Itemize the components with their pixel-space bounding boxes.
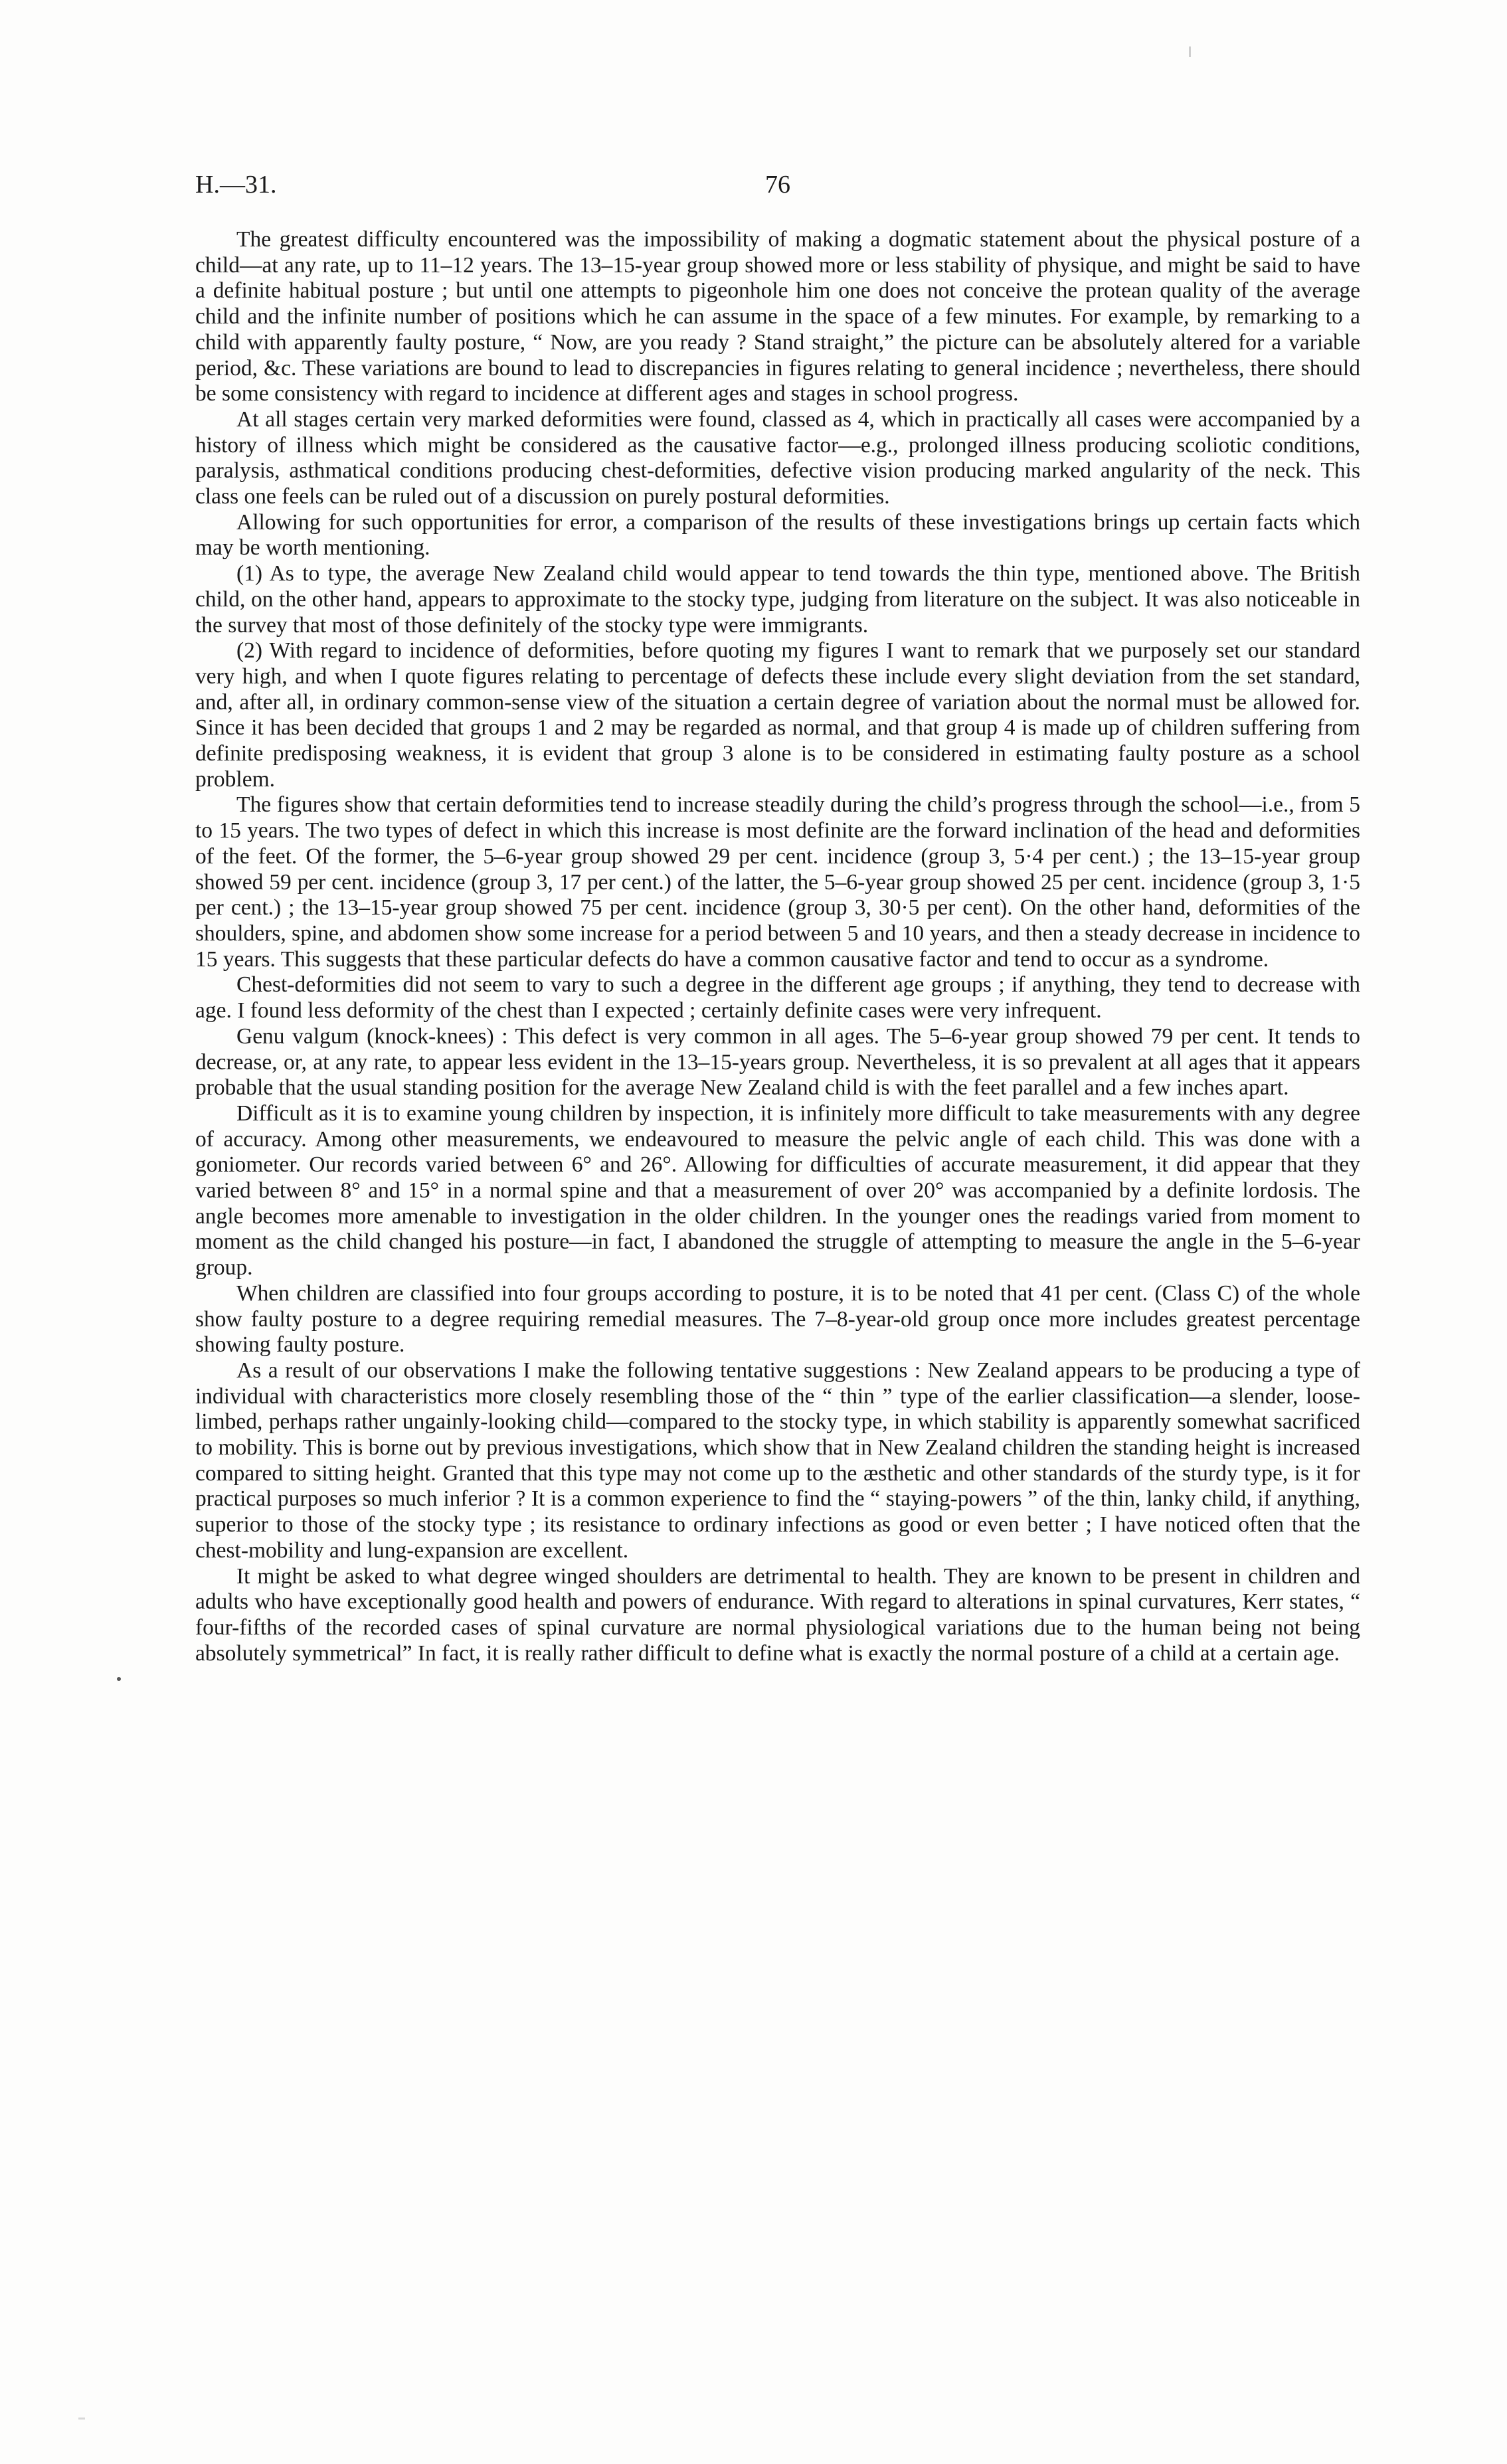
paragraph-posture-difficulty: The greatest difficulty encountered was the impossibility of making a dogmatic statement about the physical posture of a child—at any rate, up to 11–12 years. The 13–15-year group showed more or less stability of physique, and might be said to have a definite habitual posture ; but until one attempts to pigeonhole him one does not conceive the protean quality of the average child and the infinite number of positions which he can assume in the space of a few minutes. For example, by remarking to a child with apparently faulty posture, “ Now, are you ready ? Stand straight,” the picture can be absolutely altered for a variable period, &c. These variations are bound to lead to discrepancies in figures relating to general incidence ; nevertheless, there should be some consistency with regard to incidence at different ages and stages in school progress.	[195, 227, 1360, 406]
paragraph-chest-deformities: Chest-deformities did not seem to vary to such a degree in the different age groups ; if anything, they tend to decrease with age. I found less deformity of the chest than I expected ; certainly definite cases were very infrequent.	[195, 972, 1360, 1023]
paragraph-type: (1) As to type, the average New Zealand child would appear to tend towards the thin type, mentioned above. The British child, on the other hand, appears to approximate to the stocky type, judging from literature on the subject. It was also noticeable in the survey that most of those definitely of the stocky type were immigrants.	[195, 561, 1360, 638]
paragraph-genu-valgum: Genu valgum (knock-knees) : This defect is very common in all ages. The 5–6-year group showed 79 per cent. It tends to decrease, or, at any rate, to appear less evident in the 13–15-years group. Nevertheless, it is so prevalent at all ages that it appears probable that the usual standing position for the average New Zealand child is with the feet parallel and a few inches apart.	[195, 1023, 1360, 1100]
paragraph-classification: When children are classified into four groups according to posture, it is to be noted that 41 per cent. (Class C) of the whole show faulty posture to a degree requiring remedial measures. The 7–8-year-old group once more includes greatest percentage showing faulty posture.	[195, 1280, 1360, 1358]
paragraph-allowing-for-error: Allowing for such opportunities for error, a comparison of the results of these investigations brings up certain facts which may be worth mentioning.	[195, 509, 1360, 561]
document-id: H.—31.	[195, 171, 277, 199]
paragraph-winged-shoulders: It might be asked to what degree winged shoulders are detrimental to health. They are known to be present in children and adults who have exceptionally good health and powers of endurance. With regard to alterations in spinal curvatures, Kerr states, “ four-fifths of the recorded cases of spinal curvature are normal physiological variations due to the human being not being absolutely symmetrical” In fact, it is really rather difficult to define what is exactly the normal posture of a child at a certain age.	[195, 1563, 1360, 1666]
paragraph-marked-deformities: At all stages certain very marked deformities were found, classed as 4, which in practically all cases were accompanied by a history of illness which might be considered as the causative factor—e.g., prolonged illness producing scoliotic conditions, paralysis, asthmatical conditions producing chest-deformities, defective vision producing marked angularity of the neck. This class one feels can be ruled out of a discussion on purely postural deformities.	[195, 406, 1360, 509]
margin-dot	[117, 1677, 121, 1681]
page-number: 76	[765, 171, 790, 199]
paragraph-figures: The figures show that certain deformities tend to increase steadily during the child’s progress through the school—i.e., from 5 to 15 years. The two types of defect in which this increase is most definite are the forward inclination of the head and deformities of the feet. Of the former, the 5–6-year group showed 29 per cent. incidence (group 3, 5·4 per cent.) ; the 13–15-year group showed 59 per cent. incidence (group 3, 17 per cent.) of the latter, the 5–6-year group showed 25 per cent. incidence (group 3, 1·5 per cent.) ; the 13–15-year group showed 75 per cent. incidence (group 3, 30·5 per cent). On the other hand, deformities of the shoulders, spine, and abdomen show some increase for a period between 5 and 10 years, and then a steady decrease in incidence to 15 years. This suggests that these particular defects do have a common causative factor and tend to occur as a syndrome.	[195, 792, 1360, 972]
paragraph-measurements: Difficult as it is to examine young children by inspection, it is infinitely more difficult to take measurements with any degree of accuracy. Among other measurements, we endeavoured to measure the pelvic angle of each child. This was done with a goniometer. Our records varied between 6° and 26°. Allowing for difficulties of accurate measurement, it did appear that they varied between 8° and 15° in a normal spine and that a measurement of over 20° was accompanied by a definite lordosis. The angle becomes more amenable to investigation in the older children. In the younger ones the readings varied from moment to moment as the child changed his posture—in fact, I abandoned the struggle of attempting to measure the angle in the 5–6-year group.	[195, 1100, 1360, 1280]
paragraph-suggestions: As a result of our observations I make the following tentative suggestions : New Zealand appears to be producing a type of individual with characteristics more closely resembling those of the “ thin ” type of the earlier classification—a slender, loose-limbed, perhaps rather ungainly-looking child—compared to the stocky type, in which stability is apparently somewhat sacrificed to mobility. This is borne out by previous investigations, which show that in New Zealand children the standing height is increased compared to sitting height. Granted that this type may not come up to the æsthetic and other standards of the sturdy type, is it for practical purposes so much inferior ? It is a common experience to find the “ staying-powers ” of the thin, lanky child, if anything, superior to those of the stocky type ; its resistance to ordinary infections as good or even better ; I have noticed often that the chest-mobility and lung-expansion are excellent.	[195, 1358, 1360, 1563]
page-header	[195, 165, 1360, 205]
scan-speck	[1189, 46, 1191, 57]
scan-speck-bottom	[78, 2418, 85, 2420]
paragraph-incidence: (2) With regard to incidence of deformities, before quoting my figures I want to remark that we purposely set our standard very high, and when I quote figures relating to percentage of defects these include every slight deviation from the set standard, and, after all, in ordinary common-sense view of the situation a certain degree of variation about the normal must be allowed for. Since it has been decided that groups 1 and 2 may be regarded as normal, and that group 4 is made up of children suffering from definite predisposing weakness, it is evident that group 3 alone is to be considered in estimating faulty posture as a school problem.	[195, 638, 1360, 792]
body-text	[195, 227, 1360, 1666]
